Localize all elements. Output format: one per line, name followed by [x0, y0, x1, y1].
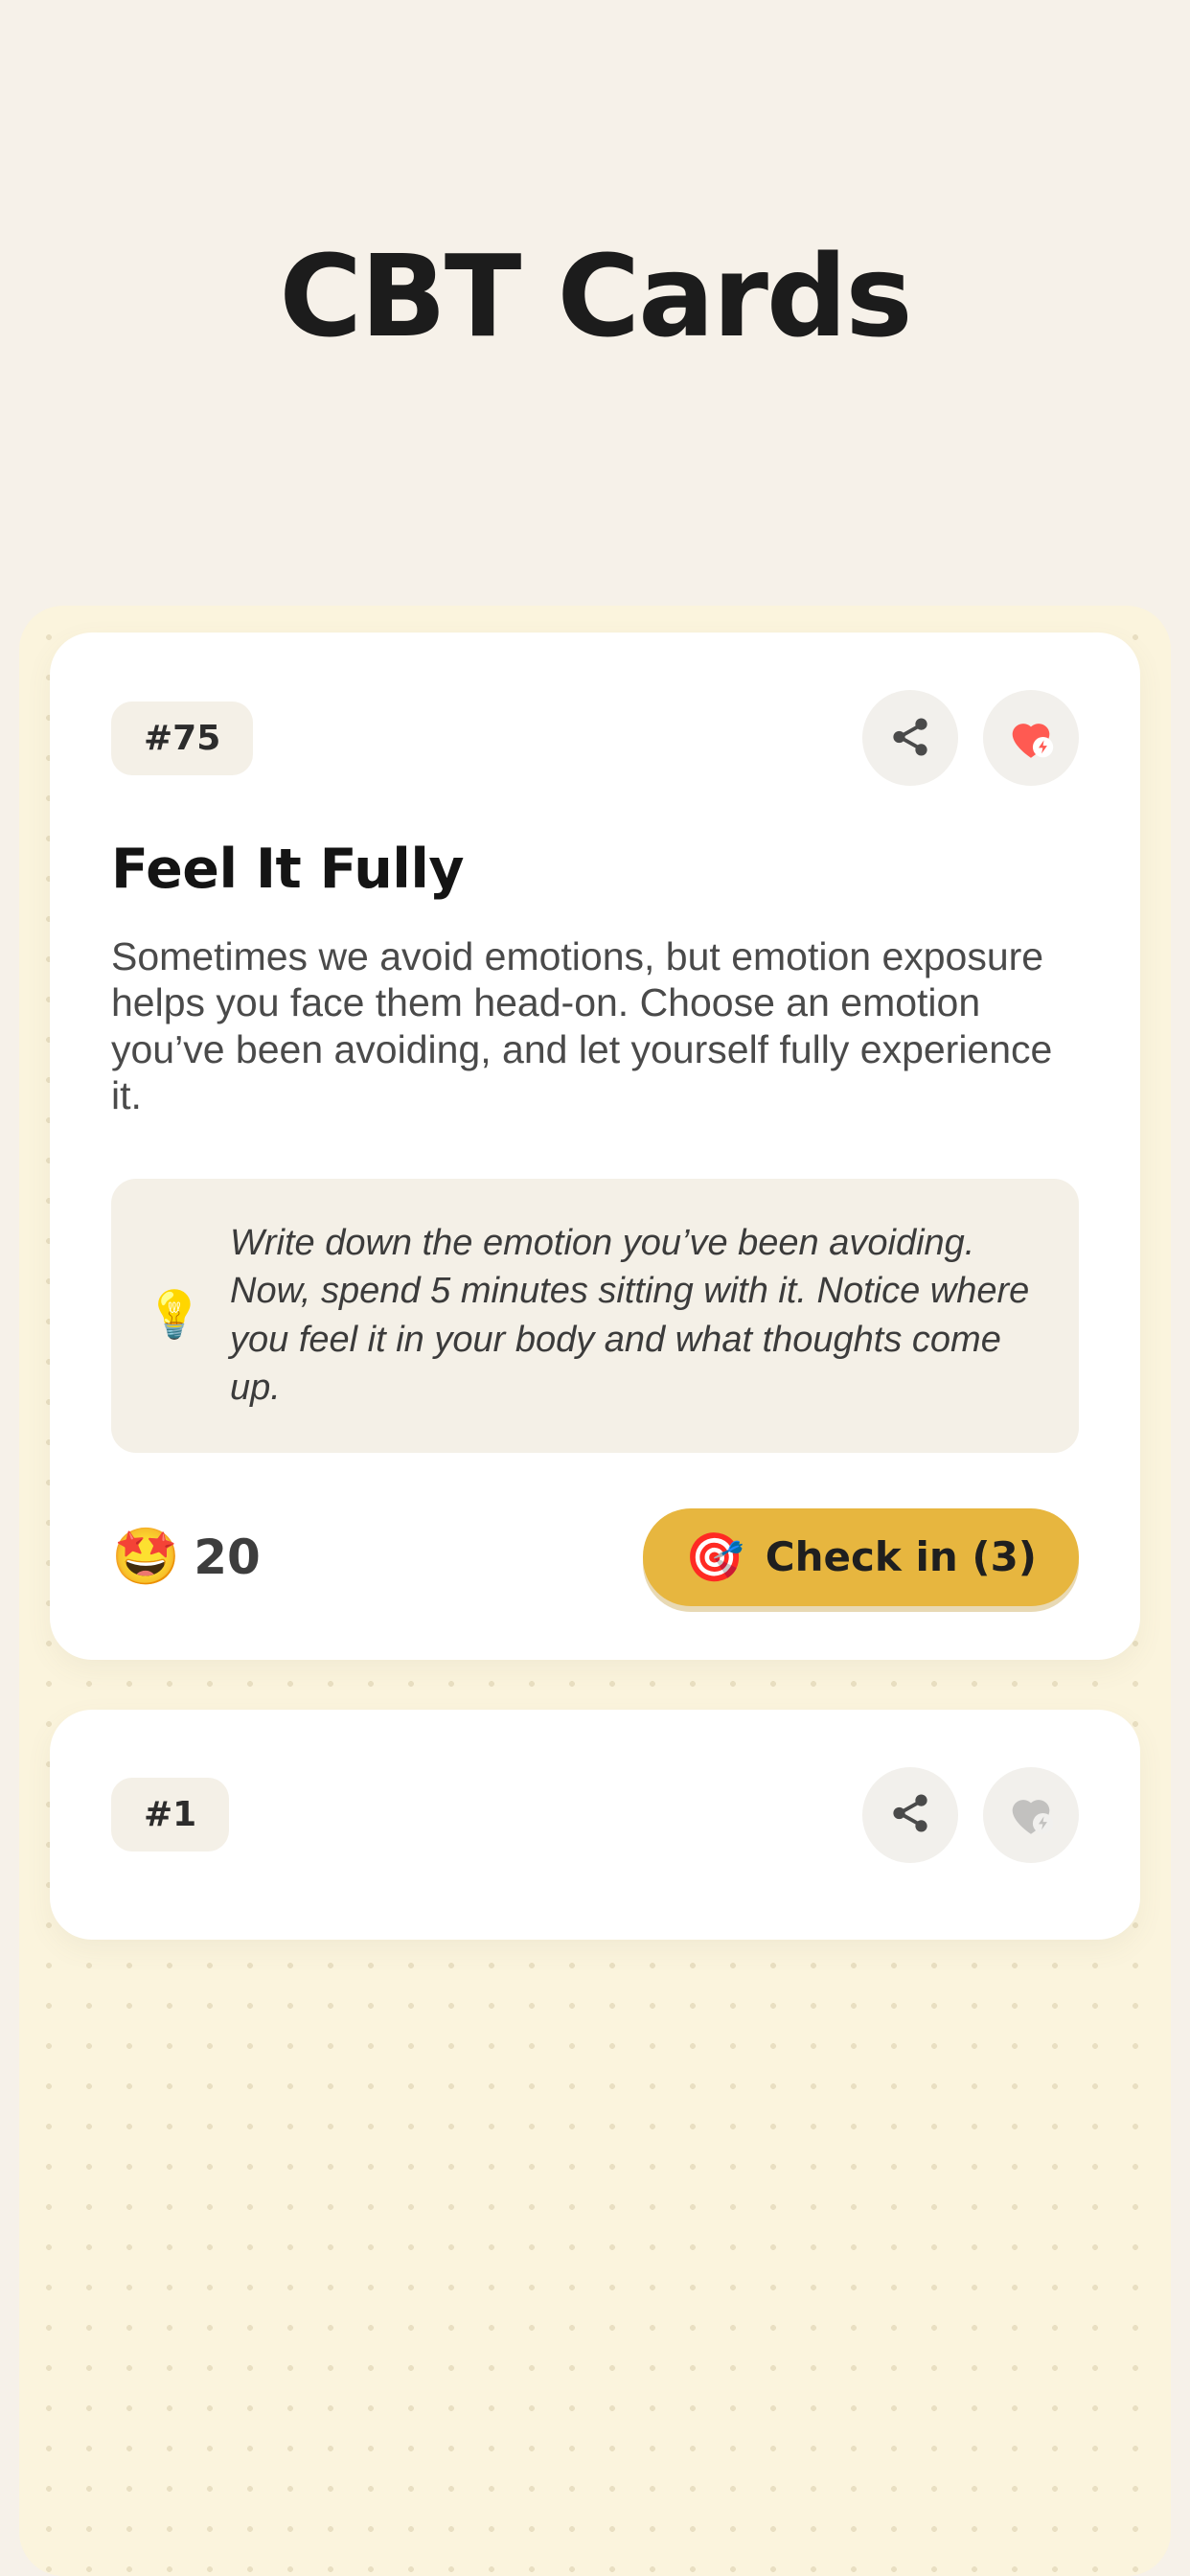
check-in-label: Check in (3) — [765, 1533, 1037, 1581]
card-footer — [111, 1508, 1079, 1606]
card-body-text: Sometimes we avoid emotions, but emotion exposure helps you face them head-on. Choose an emotion you’ve been avoiding, and let yourself fully experience it. — [111, 934, 1053, 1118]
card-actions-next — [862, 1767, 1079, 1863]
heart-bolt-icon — [1003, 1785, 1059, 1844]
card-actions — [862, 690, 1079, 786]
share-icon — [888, 1791, 932, 1838]
heart-bolt-icon — [1003, 709, 1059, 768]
card-number-badge-next: #1 — [111, 1778, 229, 1852]
lightbulb-icon: 💡 — [146, 1289, 203, 1341]
tip-text: Write down the emotion you’ve been avoiding. Now, spend 5 minutes sitting with it. Notice where you feel it in your body and what thoughts come up. — [230, 1222, 1030, 1409]
target-icon: 🎯 — [684, 1530, 744, 1584]
favorite-button[interactable] — [983, 690, 1079, 786]
points-indicator — [111, 1525, 261, 1588]
card-header-next — [111, 1767, 1079, 1863]
star-struck-emoji-icon: 🤩 — [111, 1525, 181, 1588]
cbt-card-next[interactable] — [50, 1710, 1140, 1940]
page-title: CBT Cards — [279, 230, 911, 362]
tip-box — [111, 1179, 1079, 1453]
header — [0, 0, 1190, 362]
share-button[interactable] — [862, 690, 958, 786]
card-header — [111, 690, 1079, 786]
card-stack — [0, 632, 1190, 1990]
points-value: 20 — [194, 1529, 261, 1585]
card-number-badge: #75 — [111, 702, 253, 775]
share-icon — [888, 715, 932, 762]
check-in-button[interactable] — [643, 1508, 1079, 1606]
cbt-card[interactable] — [50, 632, 1140, 1660]
favorite-button-next[interactable] — [983, 1767, 1079, 1863]
card-title: Feel It Fully — [111, 838, 465, 901]
share-button-next[interactable] — [862, 1767, 958, 1863]
